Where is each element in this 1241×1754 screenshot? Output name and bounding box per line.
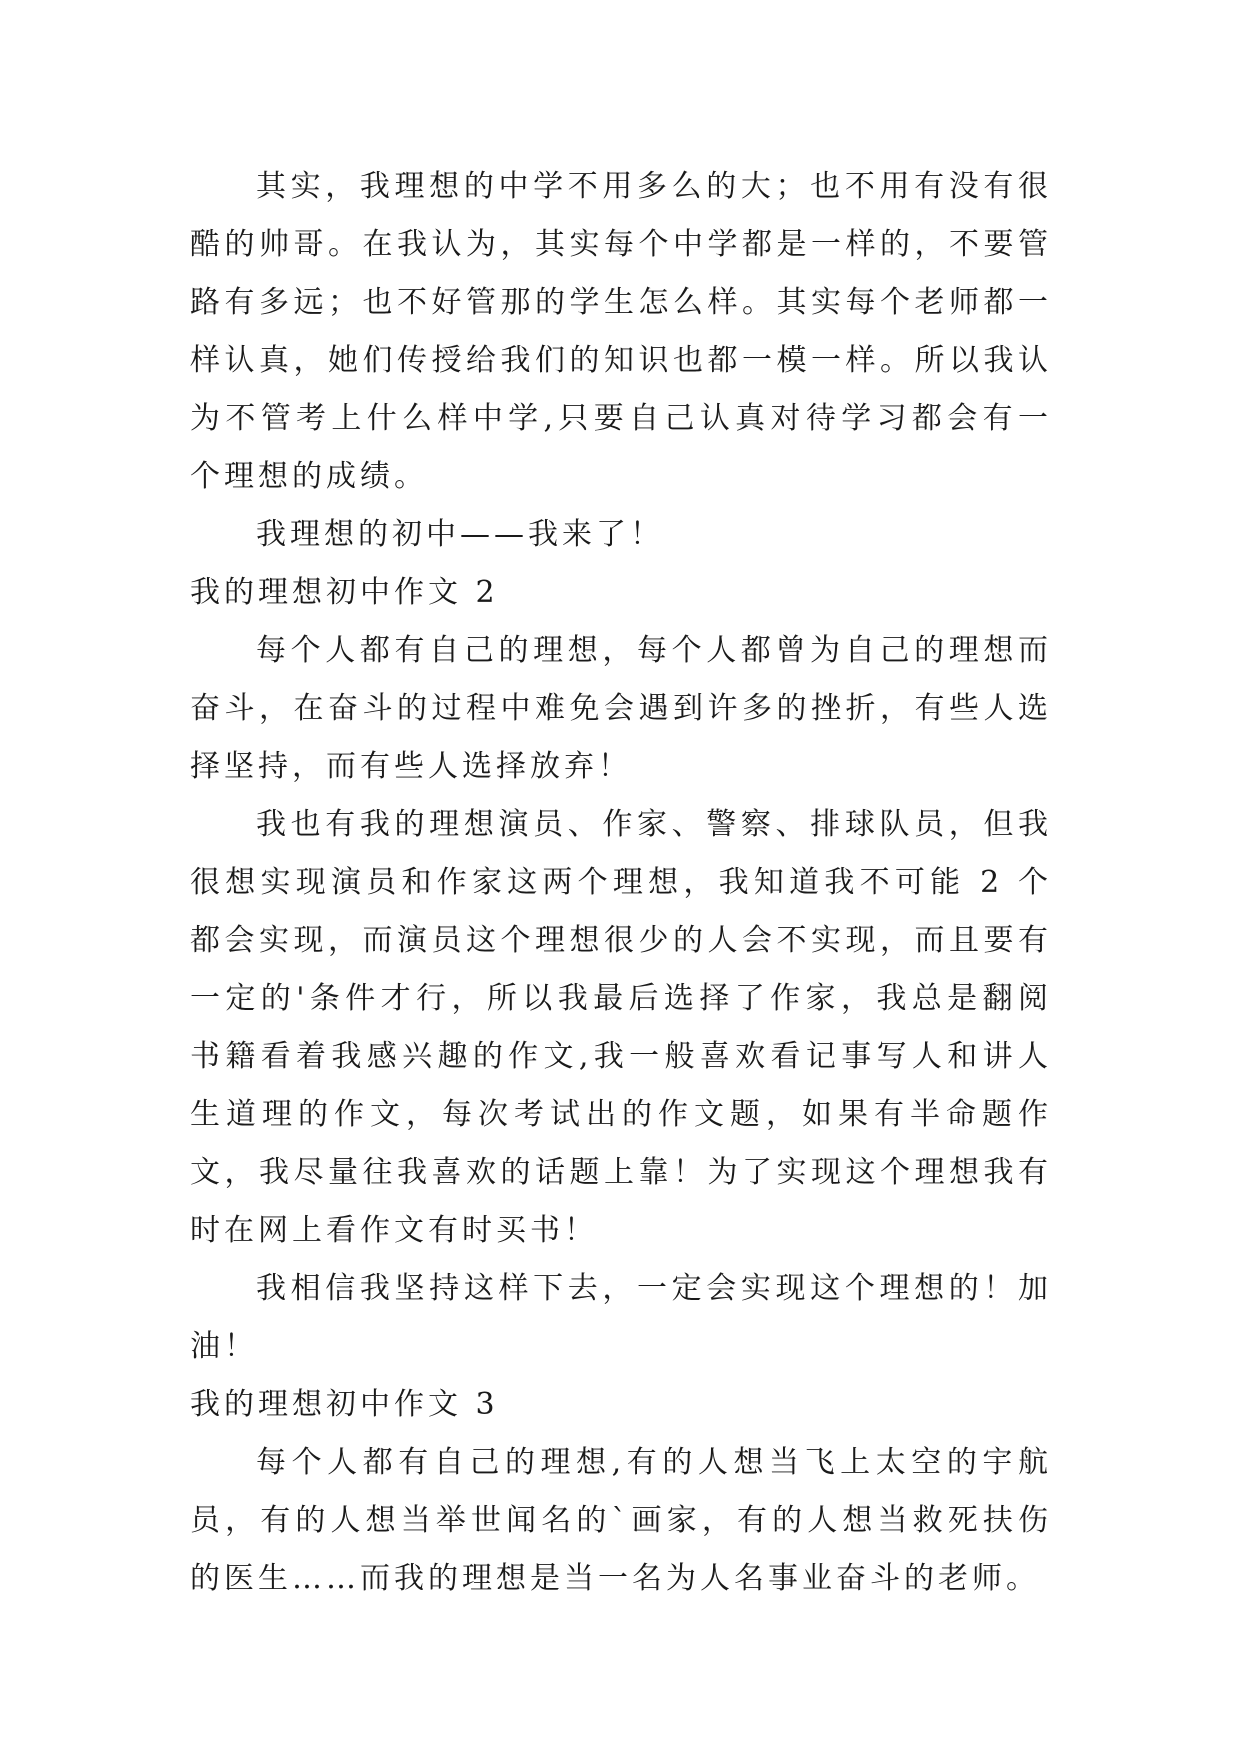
paragraph-ideal-middle-school: 其实，我理想的中学不用多么的大；也不用有没有很酷的帅哥。在我认为，其实每个中学都是一样的，不要管路有多远；也不好管那的学生怎么样。其实每个老师都一样认真，她们传授给我们的知识也都一模一样。所以我认为不管考上什么样中学,只要自己认真对待学习都会有一个理想的成绩。 bbox=[190, 169, 1052, 494]
paragraph-teacher-ideal: 每个人都有自己的理想,有的人想当飞上太空的宇航员，有的人想当举世闻名的`画家，有的人想当救死扶伤的医生……而我的理想是当一名为人名事业奋斗的老师。 bbox=[190, 1445, 1052, 1596]
paragraph-everyone-has-ideal: 每个人都有自己的理想，每个人都曾为自己的理想而奋斗，在奋斗的过程中难免会遇到许多的挫折，有些人选择坚持，而有些人选择放弃！ bbox=[190, 633, 1052, 784]
essay-heading-3: 我的理想初中作文 3 bbox=[190, 1387, 499, 1422]
document-body bbox=[190, 158, 1052, 1608]
essay-heading-2: 我的理想初中作文 2 bbox=[190, 575, 499, 610]
paragraph-my-ideals: 我也有我的理想演员、作家、警察、排球队员，但我很想实现演员和作家这两个理想，我知道我不可能 2 个都会实现，而演员这个理想很少的人会不实现，而且要有一定的'条件才行，所以我最后选择了作家，我总是翻阅书籍看着我感兴趣的作文,我一般喜欢看记事写人和讲人生道理的作文，每次考试出的作文题，如果有半命题作文，我尽量往我喜欢的话题上靠！为了实现这个理想我有时在网上看作文有时买书！ bbox=[190, 807, 1052, 1248]
paragraph-i-believe: 我相信我坚持这样下去，一定会实现这个理想的！加油！ bbox=[190, 1271, 1052, 1364]
paragraph-here-i-come: 我理想的初中——我来了！ bbox=[256, 517, 664, 552]
